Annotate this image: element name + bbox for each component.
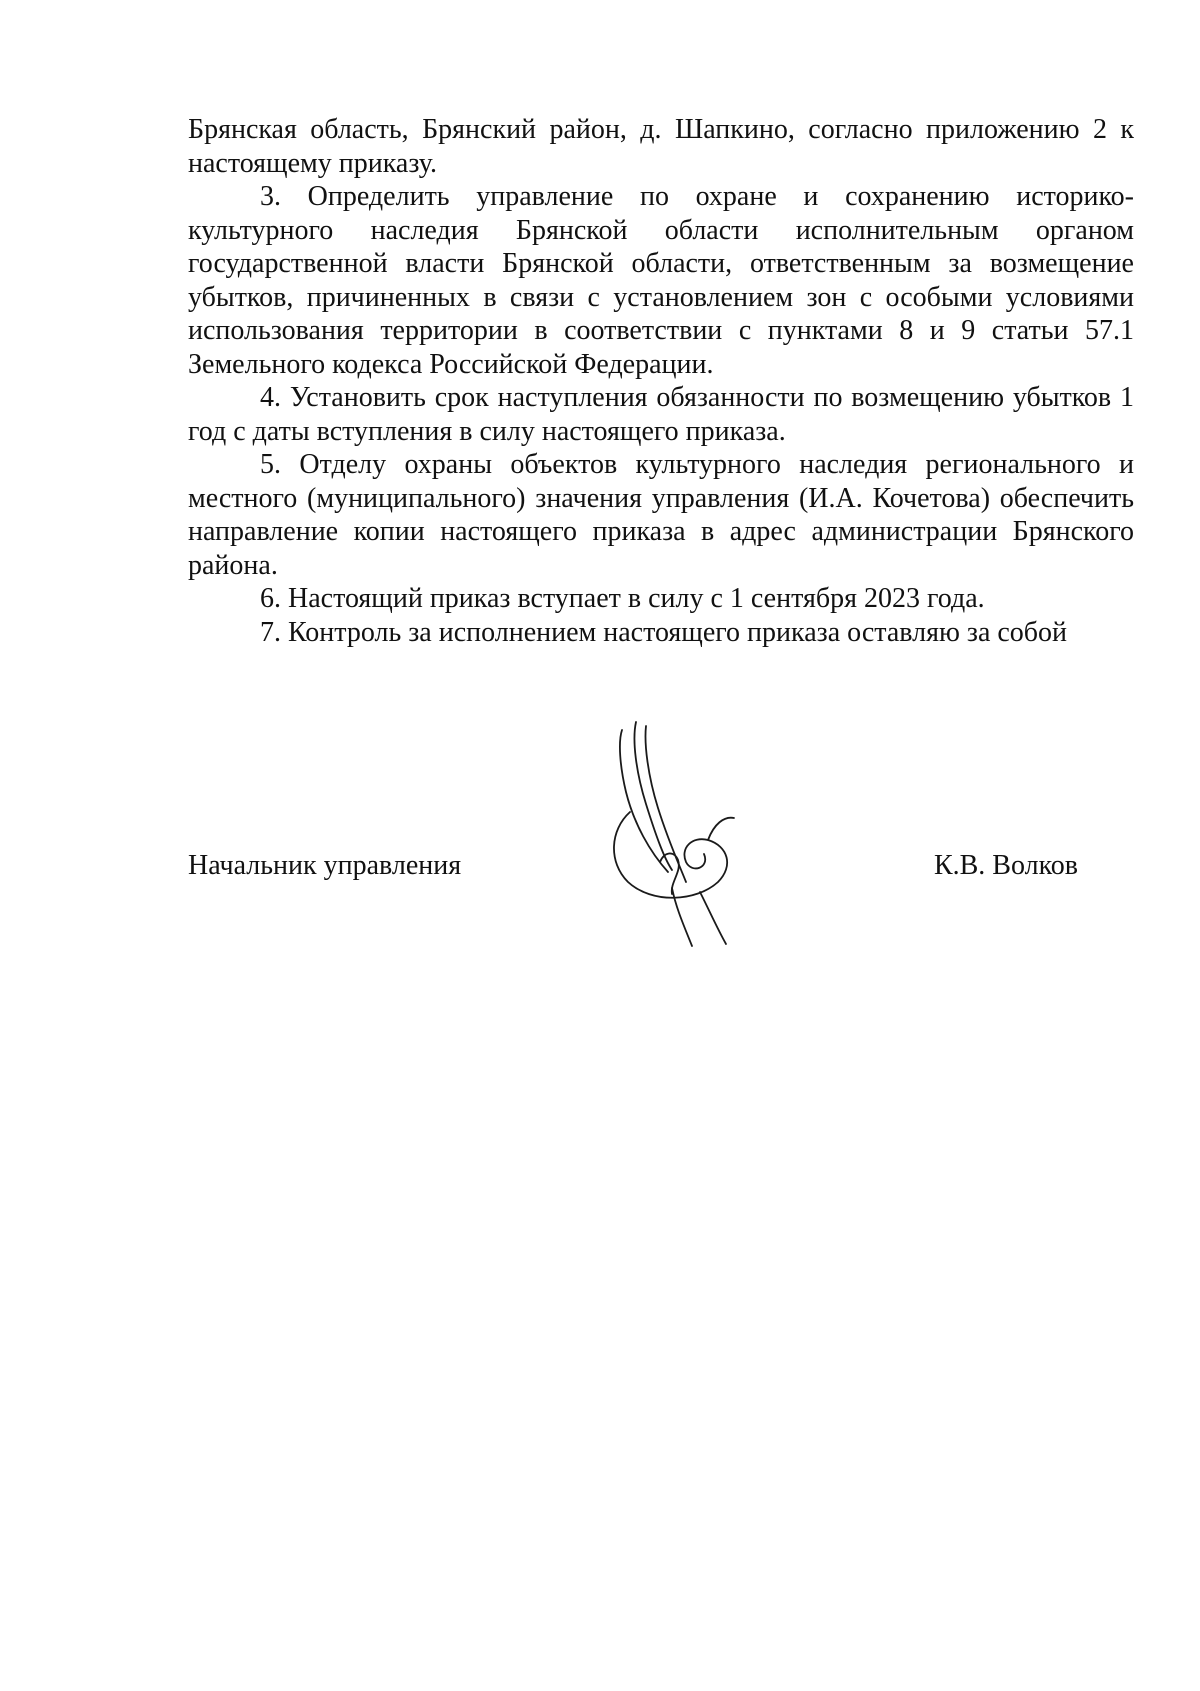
signer-name: К.В. Волков xyxy=(933,850,1078,881)
paragraph-item-3: 3. Определить управление по охране и сохранению историко-культурного наследия Брянской области исполнительным органом государственной власти Брянской области, ответственным за возмещение убытков, причиненных в связи с установлением зон с особыми условиями использования территории в соответствии с пунктами 8 и 9 статьи 57.1 Земельного кодекса Российской Федерации. xyxy=(188,181,1134,380)
handwritten-signature xyxy=(600,712,750,952)
signer-position-title: Начальник управления xyxy=(188,850,462,881)
paragraph-item-5: 5. Отделу охраны объектов культурного наследия регионального и местного (муниципального) значения управления (И.А. Кочетова) обеспечить направление копии настоящего приказа в адрес администрации Брянского района. xyxy=(188,449,1134,581)
paragraph-continuation: Брянская область, Брянский район, д. Шапкино, согласно приложению 2 к настоящему приказу. xyxy=(188,114,1134,179)
document-body xyxy=(188,113,1134,649)
paragraph-item-7: 7. Контроль за исполнением настоящего приказа оставляю за собой xyxy=(260,616,1068,648)
paragraph-item-6: 6. Настоящий приказ вступает в силу с 1 сентября 2023 года. xyxy=(260,583,985,614)
paragraph-item-4: 4. Установить срок наступления обязанности по возмещению убытков 1 год с даты вступления в силу настоящего приказа. xyxy=(188,382,1134,447)
